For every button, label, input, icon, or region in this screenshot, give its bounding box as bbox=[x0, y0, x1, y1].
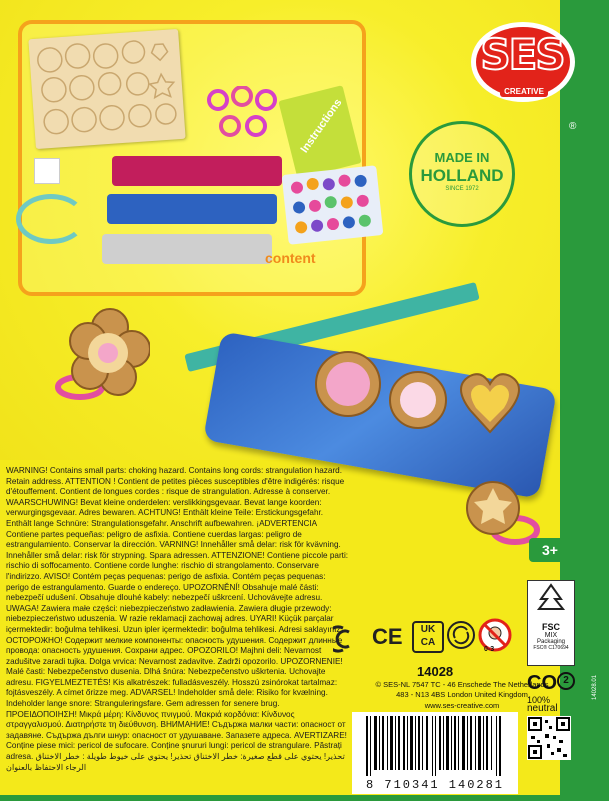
wooden-parts-sheet bbox=[28, 29, 185, 149]
badge-line-2: HOLLAND bbox=[420, 166, 504, 185]
barcode-number: 8 710341 140281 bbox=[365, 778, 505, 792]
brand-subtitle: CREATIVE bbox=[500, 86, 548, 97]
instructions-label: Instructions bbox=[298, 96, 345, 156]
fsc-tree-icon bbox=[528, 581, 574, 617]
side-print-code: 14028.01 bbox=[592, 674, 598, 700]
co2-line-2: neutral bbox=[527, 703, 558, 714]
glitter-band-red bbox=[112, 156, 282, 186]
co2-line-1: 100% bbox=[527, 695, 551, 705]
co2-neutral-label bbox=[527, 672, 577, 712]
ce-mark: CE bbox=[372, 624, 403, 649]
product-code: 14028 bbox=[417, 664, 454, 679]
wooden-shapes-icon bbox=[28, 29, 185, 149]
recycle-icon bbox=[446, 620, 476, 650]
website: www.ses-creative.com bbox=[424, 701, 500, 710]
content-label: content bbox=[265, 250, 316, 266]
age-badge: 3+ bbox=[529, 538, 571, 562]
bracelet-charms-icon bbox=[300, 340, 540, 460]
qr-code-icon bbox=[527, 716, 571, 760]
brand-logo-text: SES bbox=[480, 30, 564, 79]
co2-label: CO bbox=[527, 672, 557, 694]
stickers-icon bbox=[282, 165, 384, 245]
flower-ring-icon bbox=[40, 305, 150, 415]
address-line-1: © SES-NL 7547 TC - 46 Enschede The Netherlands bbox=[375, 680, 549, 689]
fsc-code: FSC® C170694 bbox=[533, 645, 569, 651]
registered-mark: ® bbox=[569, 121, 577, 132]
ukca-mark: UK CA bbox=[412, 621, 444, 653]
co2-sub: 2 bbox=[557, 672, 575, 690]
glitter-band-blue bbox=[107, 194, 277, 224]
ribbon bbox=[16, 194, 86, 244]
address-line-2: 483 - N13 4BS London United Kingdom bbox=[396, 690, 528, 699]
fsc-name: FSC bbox=[542, 622, 560, 632]
bottom-green-strip bbox=[0, 795, 609, 801]
fsc-mix: MIX bbox=[544, 632, 558, 639]
safety-warning-text: WARNING! Contains small parts: choking hazard. Contains long cords: strangulation hazard. Retain address. ATTENTION ! Contient de petites pièces susceptibles d'être indigérés: risque d'étouffement. Contient de longues cordes : risque de strangulation. Adresse à conserver. WAARSCHUWING! Bevat kleine onderdelen: verslikkingsgevaar. Bevat lange koorden: verwurgingsgevaar. Adres bewaren. ACHTUNG! Enthält kleine Teile: Erstickungsgefahr. Enthält lange Schnüre: Strangulationsgefahr. Anschrift aufbewahren. ¡ADVERTENCIA Contiene partes pequeñas: peligro de asfixia. Contiene cuerdas largas: peligro de estrangulamiento. Conservar la dirección. VARNING! Innehåller små delar: risk för kvävning. Innehåller små delar: risk för strypning. Spara adressen. ATTENZIONE! Contiene piccole parti: rischio di soffocamento. Contiene corde lunghe: rischio di strangolamento. Conservare l'indirizzo. AVISO! Contém peças pequenas: perigo de asfixia. Contém peças pequenas: perigo de estrangulamento. Guarde o endereço. UPOZORNĚNÍ! Obsahuje malé části: nebezpečí udušení. Obsahuje dlouhé kabely: nebezpečí uškrcení. Uchovávejte adresu. UWAGA! Zawiera małe części: niebezpieczeństwo zadławienia. Zawiera długie przewody: niebezpieczeństwo uduszenia. W razie reklamacji zachowaj adres. UYARI! Küçük parçalar içermektedir: boğulma tehlikesi. Uzun ipler içermektedir: boğulma tehlikesi. Adresi saklayınız. ОСТОРОЖНО! Содержит мелкие компоненты: опасность удушения. Содержит длинные провода: опасность удушения. Сохрани адрес. OPOZORILO! Majhni deli: Nevarnost zadušitve zaradi tujka. Dolga vrvica: Nevarnost zadavitve. Zadrži opozorilo. UPOZORNENIE! Malé časti: Nebezpečenstvo dusenia. Dlhá šnúra: Nebezpečenstvo uškrtenia. Uchovajte adresu. FIGYELMEZTETÉS! Kis alkatrészek: fulladásveszély. Hosszú zsinórokat tartalmaz: fojtásveszély. A címet őrizze meg. ADVARSEL! Indeholder små dele: Risiko for kvælning. Indeholder lange snore: Stranguleringsfare. Gem adressen for senere brug. ΠΡΟΕΙΔΟΠΟΙΗΣΗ! Μικρά μέρη: Κίνδυνος πνιγμού. Μακριά κορδόνια: Κίνδυνος στραγγαλισμού. Διατηρήστε τη διεύθυνση. ВНИМАНИЕ! Съдържа малки части: опасност от задавяне. Съдържа дълги шнур: опасност от удушаване. Запазете адреса. AVERTIZARE! Conține piese mici: pericol de sufocare. Conține șnururi lungi: pericol de strangulare. Păstrați adresa. تحذير! يحتوي على قطع صغيرة: خطر الاختناق تحذير! يحتوي على خيوط طويلة : خطر الاختناق الرجاء الاحتفاظ بالعنوان bbox=[6, 466, 349, 772]
fsc-label bbox=[527, 580, 575, 666]
barcode-icon bbox=[352, 712, 518, 778]
badge-line-1: MADE IN bbox=[434, 150, 490, 165]
qr-code[interactable] bbox=[527, 716, 571, 760]
fsc-packaging: Packaging bbox=[536, 639, 566, 645]
age-range-label: 0-3 bbox=[484, 646, 495, 653]
adhesive-strips bbox=[34, 158, 60, 184]
glitter-band-silver bbox=[102, 234, 272, 264]
sticker-sheet bbox=[282, 165, 384, 245]
badge-line-3: SINCE 1972 bbox=[445, 186, 479, 192]
